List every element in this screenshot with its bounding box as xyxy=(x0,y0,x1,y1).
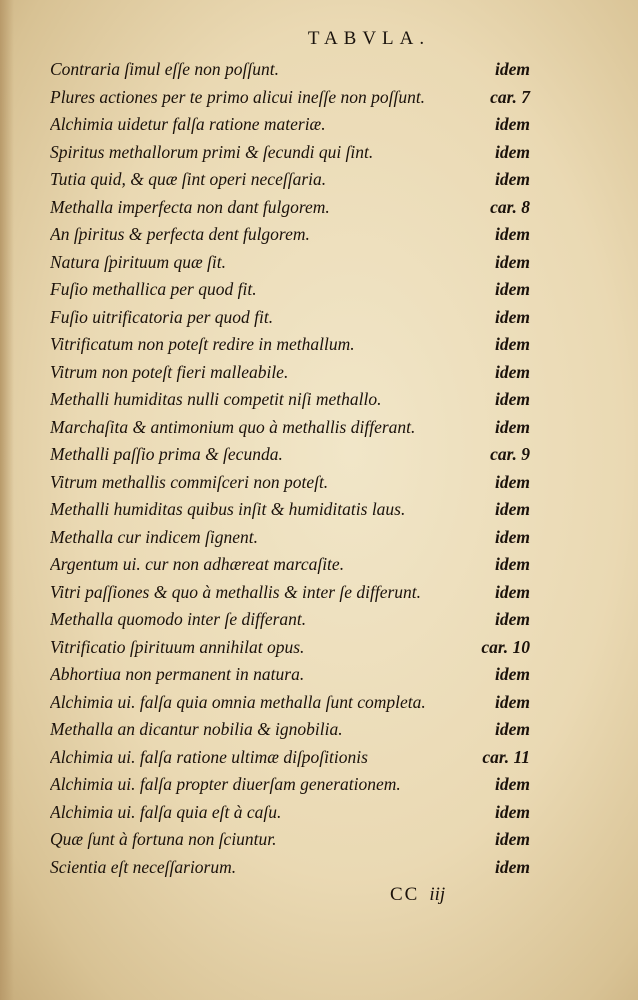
entry-text: Marchaſita & antimonium quo à methallis differant. xyxy=(50,416,416,437)
index-entry xyxy=(50,111,530,139)
entry-text: Fuſio uitrificatoria per quod fit. xyxy=(50,306,274,327)
entry-reference: idem xyxy=(495,609,530,630)
entry-reference: idem xyxy=(495,774,530,795)
entry-reference: idem xyxy=(495,416,530,437)
index-entry xyxy=(50,606,530,634)
index-entry xyxy=(50,551,530,579)
entry-reference: idem xyxy=(495,801,530,822)
entry-text: Spiritus methallorum primi & ſecundi qui ſint. xyxy=(50,141,374,162)
index-entry xyxy=(50,826,530,854)
index-entry xyxy=(50,56,530,84)
index-entries xyxy=(50,56,530,881)
signature-mark xyxy=(390,884,445,906)
entry-text: An ſpiritus & perfecta dent fulgorem. xyxy=(50,224,310,245)
entry-text: Alchimia ui. falſa quia eſt à caſu. xyxy=(50,801,282,822)
entry-reference: idem xyxy=(495,856,530,877)
entry-reference: idem xyxy=(495,114,530,135)
entry-reference: idem xyxy=(495,526,530,547)
entry-text: Methalli humiditas nulli competit niſi methallo. xyxy=(50,389,382,410)
entry-text: Alchimia ui. falſa quia omnia methalla ſunt completa. xyxy=(50,691,426,712)
index-entry xyxy=(50,386,530,414)
signature-leaf: iij xyxy=(429,884,446,905)
index-entry xyxy=(50,716,530,744)
index-entry xyxy=(50,524,530,552)
entry-text: Vitrificatum non poteſt redire in methallum. xyxy=(50,334,355,355)
entry-text: Alchimia ui. falſa ratione ultimæ diſpoſitionis xyxy=(50,746,368,767)
index-entry xyxy=(50,194,530,222)
entry-reference: idem xyxy=(495,334,530,355)
entry-reference: car. 9 xyxy=(490,444,530,465)
entry-reference: idem xyxy=(495,664,530,685)
entry-reference: idem xyxy=(495,581,530,602)
entry-text: Plures actiones per te primo alicui ineſſe non poſſunt. xyxy=(50,86,426,107)
index-entry xyxy=(50,469,530,497)
index-entry xyxy=(50,331,530,359)
entry-reference: car. 10 xyxy=(481,636,530,657)
entry-reference: idem xyxy=(495,224,530,245)
entry-text: Argentum ui. cur non adhæreat marcaſite. xyxy=(50,554,345,575)
entry-reference: idem xyxy=(495,306,530,327)
entry-reference: idem xyxy=(495,251,530,272)
index-entry xyxy=(50,221,530,249)
entry-text: Methalla quomodo inter ſe differant. xyxy=(50,609,307,630)
entry-text: Fuſio methallica per quod fit. xyxy=(50,279,257,300)
index-entry xyxy=(50,441,530,469)
entry-text: Natura ſpirituum quæ ſit. xyxy=(50,251,226,272)
entry-reference: idem xyxy=(495,361,530,382)
entry-reference: idem xyxy=(495,59,530,80)
entry-text: Scientia eſt neceſſariorum. xyxy=(50,856,237,877)
signature-letters: CC xyxy=(390,884,420,905)
entry-text: Vitrum methallis commiſceri non poteſt. xyxy=(50,471,329,492)
index-entry xyxy=(50,744,530,772)
entry-text: Methalli humiditas quibus inſit & humiditatis laus. xyxy=(50,499,406,520)
entry-text: Vitrificatio ſpirituum annihilat opus. xyxy=(50,636,305,657)
entry-reference: idem xyxy=(495,389,530,410)
entry-text: Alchimia ui. falſa propter diuerſam generationem. xyxy=(50,774,401,795)
entry-reference: car. 7 xyxy=(490,86,530,107)
entry-text: Methalla cur indicem ſignent. xyxy=(50,526,259,547)
entry-text: Methalli paſſio prima & ſecunda. xyxy=(50,444,283,465)
index-entry xyxy=(50,359,530,387)
index-entry xyxy=(50,139,530,167)
index-entry xyxy=(50,799,530,827)
entry-reference: idem xyxy=(495,829,530,850)
entry-text: Vitrum non poteſt fieri malleabile. xyxy=(50,361,289,382)
index-entry xyxy=(50,689,530,717)
entry-text: Alchimia uidetur falſa ratione materiæ. xyxy=(50,114,326,135)
entry-text: Contraria ſimul eſſe non poſſunt. xyxy=(50,59,279,80)
index-entry xyxy=(50,249,530,277)
entry-text: Abhortiua non permanent in natura. xyxy=(50,664,305,685)
index-entry xyxy=(50,634,530,662)
entry-reference: idem xyxy=(495,719,530,740)
index-entry xyxy=(50,414,530,442)
running-header xyxy=(0,28,638,50)
header-title: TABVLA. xyxy=(307,28,431,49)
entry-text: Vitri paſſiones & quo à methallis & inter ſe differunt. xyxy=(50,581,422,602)
entry-text: Methalla imperfecta non dant fulgorem. xyxy=(50,196,330,217)
index-entry xyxy=(50,166,530,194)
index-entry xyxy=(50,579,530,607)
entry-reference: idem xyxy=(495,554,530,575)
entry-reference: car. 8 xyxy=(490,196,530,217)
index-entry xyxy=(50,84,530,112)
entry-reference: idem xyxy=(495,471,530,492)
page-gutter-shadow xyxy=(0,0,14,1000)
entry-reference: car. 11 xyxy=(482,746,530,767)
entry-reference: idem xyxy=(495,499,530,520)
entry-reference: idem xyxy=(495,141,530,162)
index-entry xyxy=(50,854,530,882)
index-entry xyxy=(50,304,530,332)
index-entry xyxy=(50,276,530,304)
entry-reference: idem xyxy=(495,691,530,712)
entry-text: Tutia quid, & quæ ſint operi neceſſaria. xyxy=(50,169,327,190)
entry-reference: idem xyxy=(495,169,530,190)
entry-reference: idem xyxy=(495,279,530,300)
index-entry xyxy=(50,496,530,524)
index-entry xyxy=(50,771,530,799)
entry-text: Quæ ſunt à fortuna non ſciuntur. xyxy=(50,829,277,850)
index-entry xyxy=(50,661,530,689)
entry-text: Methalla an dicantur nobilia & ignobilia. xyxy=(50,719,343,740)
